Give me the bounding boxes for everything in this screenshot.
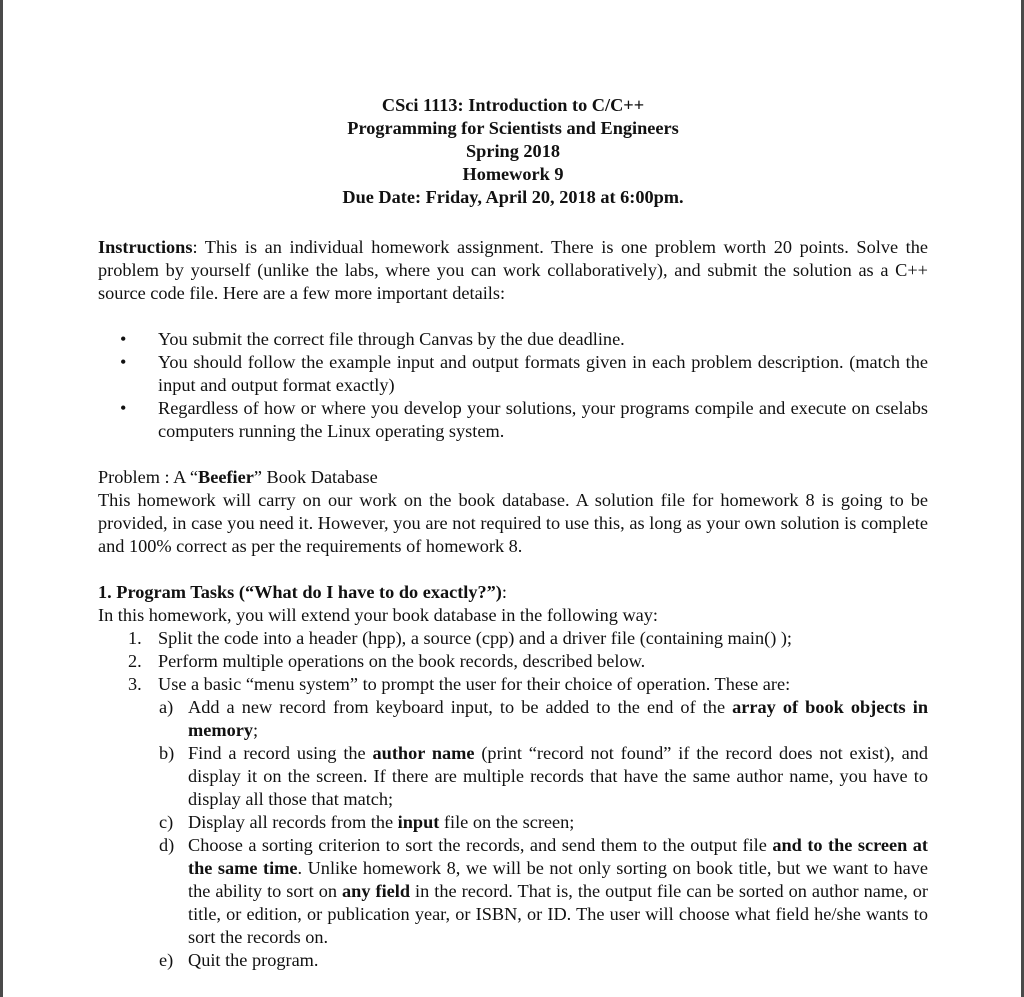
course-title: CSci 1113: Introduction to C/C++ — [381, 95, 645, 115]
problem-title: Problem : A “Beefier” Book Database — [98, 467, 378, 487]
bullet-icon: • — [120, 352, 127, 372]
course-subtitle: Programming for Scientists and Engineers — [347, 118, 679, 138]
assignment-title: Homework 9 — [462, 164, 564, 184]
document-header — [98, 94, 928, 209]
menu-option-find: b) Find a record using the author name (print “record not found” if the record does not exist), and display it on the screen. If there are multiple records that have the same author name, you have to display all those that match; — [159, 743, 928, 809]
problem-description: This homework will carry on our work on the book database. A solution file for homework 8 is going to be provided, in case you need it. However, you are not required to use this, as long as your own solution is complete and 100% correct as per the requirements of homework 8. — [98, 490, 928, 556]
details-list — [98, 328, 928, 443]
list-item: 2. Perform multiple operations on the book records, described below. — [128, 651, 646, 671]
instructions-text: : This is an individual homework assignment. There is one problem worth 20 points. Solve the problem by yourself (unlike the labs, where you can work collaboratively), and submit the solution as a C++ source code file. Here are a few more important details: — [98, 237, 928, 303]
left-border — [0, 0, 3, 997]
document-page — [98, 94, 928, 972]
term: Spring 2018 — [466, 141, 560, 161]
menu-option-display: c) Display all records from the input file on the screen; — [159, 812, 575, 832]
list-item: • Regardless of how or where you develop your solutions, your programs compile and execute on cselabs computers running the Linux operating system. — [120, 398, 928, 441]
list-item: 1. Split the code into a header (hpp), a source (cpp) and a driver file (containing main() ); — [128, 628, 793, 648]
due-date: Due Date: Friday, April 20, 2018 at 6:00pm. — [342, 187, 684, 207]
tasks-heading: 1. Program Tasks (“What do I have to do exactly?”): — [98, 582, 507, 602]
bullet-icon: • — [120, 329, 127, 349]
list-item: • You should follow the example input and output formats given in each problem description. (match the input and output format exactly) — [120, 352, 928, 395]
menu-option-quit: e) Quit the program. — [159, 950, 319, 970]
list-item: • You submit the correct file through Canvas by the due deadline. — [120, 329, 625, 349]
instructions-paragraph — [98, 236, 928, 305]
bullet-icon: • — [120, 398, 127, 418]
list-item: 3. Use a basic “menu system” to prompt the user for their choice of operation. These are: a) Add a new record from keyboard input, to be added to the end of the array of book objects in memory; b) Find a record using the author name (print “record not found” if the record does not exist), and display it on the screen. If there are multiple records that have the same author name, you have to display all those that match; c) Display all records from the input file on the screen; d) Choose a sorting criterion to sort the records, and send them to the output file and to the screen at the same time. Unlike homework 8, we will be not only sorting on book title, but we want to have the ability to sort on any field in the record. That is, the output file can be sorted on author name, or title, or edition, or publication year, or ISBN, or ID. The user will choose what field he/she wants to sort the records on. e) Quit the program. — [98, 673, 928, 972]
menu-options-list — [158, 696, 928, 972]
instructions-label: Instructions — [98, 237, 193, 257]
menu-option-sort: d) Choose a sorting criterion to sort the records, and send them to the output file and to the screen at the same time. Unlike homework 8, we will be not only sorting on book title, but we want to have the ability to sort on any field in the record. That is, the output file can be sorted on author name, or title, or edition, or publication year, or ISBN, or ID. The user will choose what field he/she wants to sort the records on. — [159, 835, 929, 947]
tasks-list — [98, 627, 928, 972]
menu-option-add: a) Add a new record from keyboard input, to be added to the end of the array of book objects in memory; — [159, 697, 928, 740]
tasks-intro: In this homework, you will extend your book database in the following way: — [98, 605, 659, 625]
